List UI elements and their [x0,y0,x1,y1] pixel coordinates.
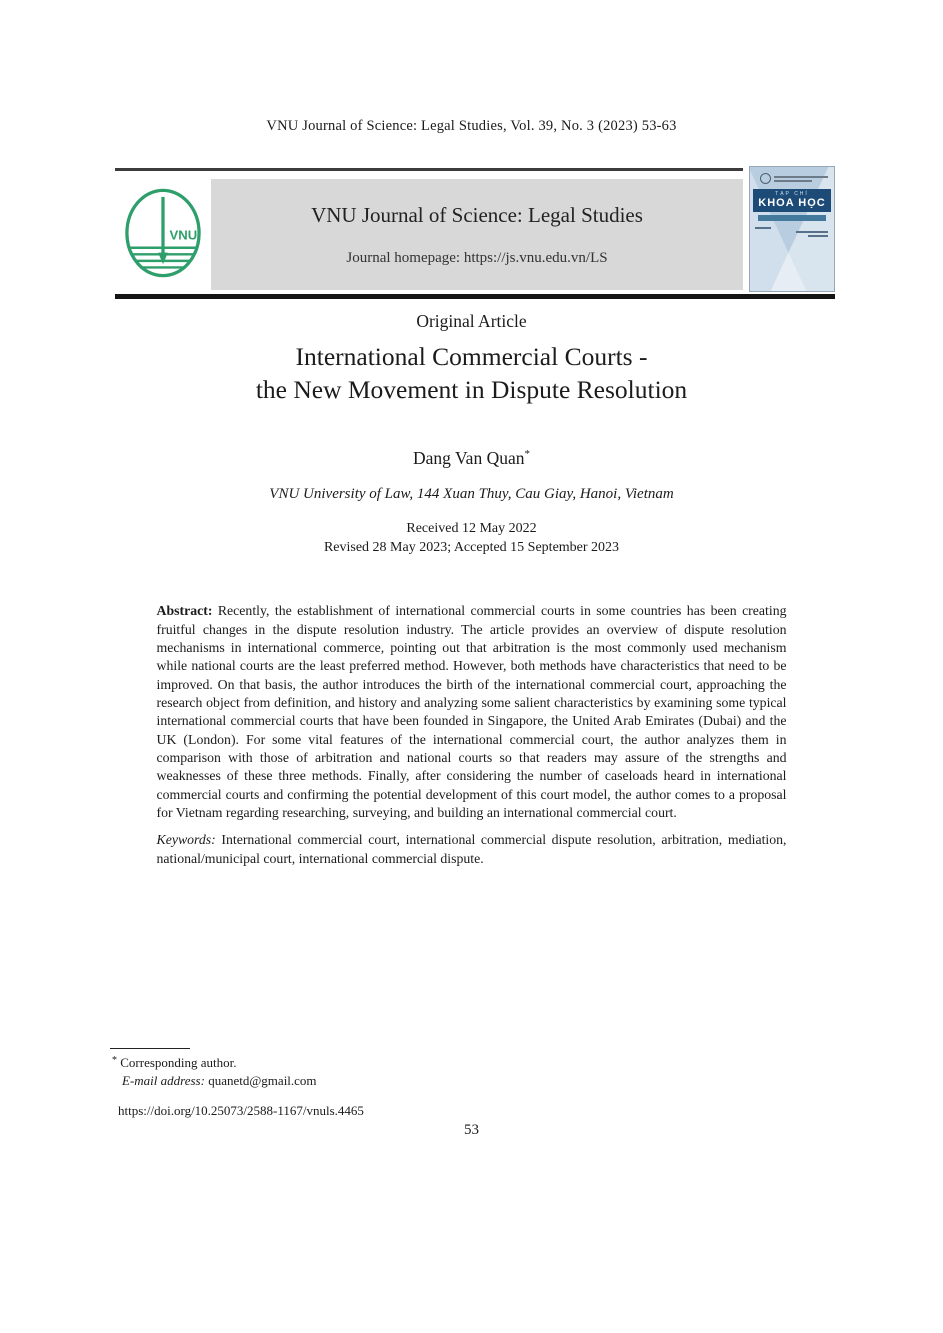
cover-small-text [756,229,828,237]
vnu-logo [115,171,211,294]
author-affiliation: VNU University of Law, 144 Xuan Thuy, Cau Giay, Hanoi, Vietnam [269,486,674,503]
banner-title-box [211,179,743,290]
article-title [0,341,943,406]
journal-banner [115,168,835,294]
abstract-text: Recently, the establishment of international commercial courts in some countries has been creating fruitful changes in the dispute resolution industry. The article provides an overview of dispute resolution mechanisms in international commerce, pointing out that arbitration is the most commonly used mechanism while national courts are the least preferred method. However, both methods have characteristics that need to be improved. On that basis, the author introduces the birth of the international commercial court, approaching the research object from definition, and history and analyzing some salient characteristics by examining some typical international commercial courts that have been founded in Singapore, the United Arab Emirates (Dubai) and the UK (London). For some vital features of the international commercial court, the author analyzes them in comparison with those of arbitration and national courts so that readers may assure of the strengths and weaknesses of these three methods. Finally, after considering the number of caseloads heard in international commercial courts and confirming the potential development of this court model, the author comes to a proposal for Vietnam regarding researching, surveying, and building an international commercial court. [156,603,787,820]
journal-homepage-link[interactable]: Journal homepage: https://js.vnu.edu.vn/LS [346,249,608,266]
cover-tagline: TẠP CHÍ [775,191,809,197]
email-label: E-mail address: [122,1073,205,1089]
corresponding-author-marker: * [524,448,530,461]
corresponding-author-note: * Corresponding author. [112,1055,237,1070]
email-line [110,1072,364,1090]
cover-title: KHOA HỌC [758,197,826,209]
cover-title-band [753,189,831,212]
keywords-text: International commercial court, international commercial dispute resolution, arbitration, mediation, national/municipal court, international commercial dispute. [156,832,787,866]
received-date: Received 12 May 2022 [406,521,537,537]
cover-subband [758,215,826,221]
running-header: VNU Journal of Science: Legal Studies, Vol. 39, No. 3 (2023) 53-63 [266,118,677,134]
abstract-label: Abstract: [156,603,213,619]
abstract-paragraph [157,602,787,822]
article-dates [0,520,943,557]
vnu-logo-icon [122,185,204,281]
banner-bottom-rule [115,294,835,299]
banner-main [115,168,743,294]
banner-journal-title: VNU Journal of Science: Legal Studies [311,202,643,227]
article-type-label: Original Article [416,311,527,331]
revised-accepted-dates: Revised 28 May 2023; Accepted 15 September 2023 [323,539,620,555]
keywords-paragraph [157,831,787,868]
page-number: 53 [464,1122,479,1138]
keywords-label: Keywords: [156,832,216,848]
article-title-line1: International Commercial Courts - [295,342,648,371]
cover-emblem-icon [760,173,828,184]
journal-cover-thumbnail [749,166,835,292]
footnote-block [110,1048,364,1121]
author-name: Dang Van Quan* [413,448,530,469]
email-address-link[interactable]: quanetd@gmail.com [208,1073,317,1089]
footnote-rule [110,1048,190,1049]
doi-link[interactable]: https://doi.org/10.25073/2588-1167/vnuls.4465 [118,1103,364,1119]
article-title-line2: the New Movement in Dispute Resolution [255,374,688,404]
vnu-logo-text: VNU [169,227,198,243]
